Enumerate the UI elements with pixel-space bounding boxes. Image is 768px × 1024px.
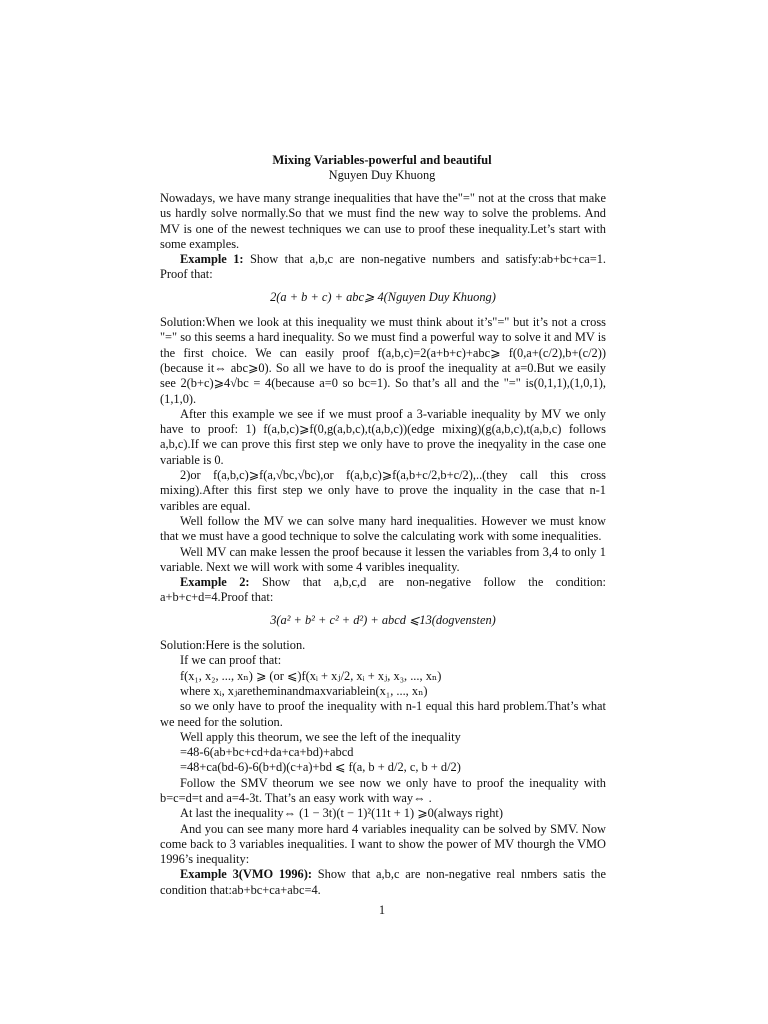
display-equation-2: 3(a² + b² + c² + d²) + abcd ⩽13(dogvensten) xyxy=(270,612,496,627)
vmo-intro-paragraph: And you can see many more hard 4 variables inequality can be solved by SMV. Now come back to 3 variables inequalities. I want to show the power of MV thourgh the VMO 1996’s inequality: xyxy=(160,821,606,867)
lessen-variables-paragraph: Well MV can make lessen the proof because it lessen the variables from 3,4 to only 1 variable. Next we will work with some 4 varibles inequality. xyxy=(160,544,606,574)
mv-step-2-paragraph: 2)or f(a,b,c)⩾f(a,√bc,√bc),or f(a,b,c)⩾f(a,b+c/2,b+c/2),..(they call this cross mixing).After this first step we only have to prove the inquality in the case that n-1 varibles are equal. xyxy=(160,468,606,513)
document-body xyxy=(160,191,606,898)
example-3-label: Example 3(VMO 1996): xyxy=(180,867,312,882)
technique-paragraph: Well follow the MV we can solve many hard inequalities. However we must know that we must have a good technique to solve the calculating work with some inequalities. xyxy=(160,513,606,544)
solution-2-line: Solution:Here is the solution. xyxy=(160,638,306,653)
mv-step-1-paragraph: After this example we see if we must proof a 3-variable inequality by MV we only have to proof: 1) f(a,b,c)⩾f(0,g(a,b,c),t(a,b,c))(edge mixing)(g(a,b,c),t(a,b,c) follows a,b,c).If we can prove this first step we only have to prove the ineqyality in the case one variable is 0. xyxy=(160,406,606,467)
proof-line-5: Well apply this theorum, we see the left of the inequality xyxy=(180,729,461,744)
example-1-statement xyxy=(160,252,606,283)
proof-line-3: where xᵢ, xⱼaretheminandmaxvariablein(x₁, ..., xₙ) xyxy=(180,683,428,698)
example-1-label: Example 1: xyxy=(180,252,244,267)
example-3-text: Show that a,b,c are non-negative real nmbers satis the condition that:ab+bc+ca+abc=4. xyxy=(160,867,606,897)
display-equation-1: 2(a + b + c) + abc⩾ 4(Nguyen Duy Khuong) xyxy=(270,289,496,304)
smv-paragraph: Follow the SMV theorum we see now we only have to proof the inequality with b=c=d=t and a=4-3t. That’s an easy work with way⇔ . xyxy=(160,775,606,805)
document-title: Mixing Variables-powerful and beautiful xyxy=(272,153,492,167)
final-inequality-line: At last the inequality⇔ (1 − 3t)(t − 1)²(11t + 1) ⩾0(always right) xyxy=(180,806,503,821)
proof-paragraph-4: so we only have to proof the inequality with n-1 equal this hard problem.That’s what we need for the solution. xyxy=(160,699,606,729)
example-2-statement xyxy=(160,575,606,606)
proof-line-2: f(x₁, x₂, ..., xₙ) ⩾ (or ⩽)f(xᵢ + xⱼ/2, xᵢ + xⱼ, x₃, ..., xₙ) xyxy=(180,668,442,683)
proof-line-1: If we can proof that: xyxy=(180,653,282,668)
example-3-statement xyxy=(160,867,606,898)
example-2-text: Show that a,b,c,d are non-negative follow the condition: a+b+c+d=4.Proof that: xyxy=(160,575,607,605)
example-1-text: Show that a,b,c are non-negative numbers and satisfy:ab+bc+ca=1. Proof that: xyxy=(160,252,606,282)
example-2-label: Example 2: xyxy=(180,575,250,590)
author-name: Nguyen Duy Khuong xyxy=(328,168,436,182)
solution-1-paragraph: Solution:When we look at this inequality we must think about it’s"=" but it’s not a cross "=" so this seems a hard inequality. So we must find a powerful way to solve it and MV is the first choice. We can easily proof f(a,b,c)=2(a+b+c)+abc⩾ f(0,a+(c/2),b+(c/2))(because it⇔ abc⩾0). So all we have to do is proof the inequality at a=0.But we easily see 2(b+c)⩾4√bc = 4(because a=0 so bc=1). So that’s all and the "=" is(0,1,1),(1,0,1),(1,1,0). xyxy=(160,315,606,406)
page-number: 1 xyxy=(378,903,386,917)
proof-line-6: =48-6(ab+bc+cd+da+ca+bd)+abcd xyxy=(180,745,354,760)
intro-paragraph: Nowadays, we have many strange inequalities that have the"=" not at the cross that make us hardly solve normally.So that we must find the new way to solve the problems. And MV is one of the newest techniques we can use to proof these inequality.Let’s start with some examples. xyxy=(160,191,606,251)
proof-line-7: =48+ca(bd-6)-6(b+d)(c+a)+bd ⩽ f(a, b + d/2, c, b + d/2) xyxy=(180,760,461,775)
